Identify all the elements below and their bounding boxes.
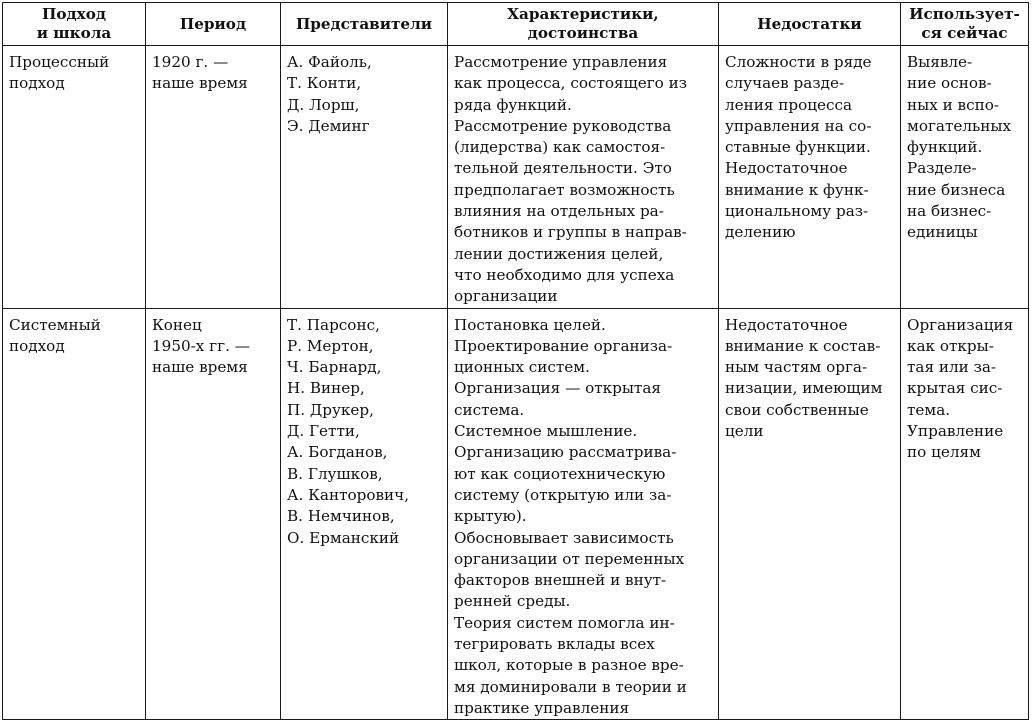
header-representatives-text: Представители	[295, 14, 433, 33]
representative-name: Н. Винер,	[287, 379, 365, 398]
drawbacks-line: управления на со-	[725, 116, 872, 135]
representative-name: В. Немчинов,	[287, 507, 395, 526]
header-row	[3, 3, 1029, 46]
header-characteristics-line-1: Характеристики,	[507, 5, 659, 23]
header-period	[146, 3, 281, 46]
header-used-now	[901, 3, 1029, 46]
table-row-system-approach	[3, 308, 1029, 720]
cell-period	[146, 46, 281, 309]
characteristics-line: факторов внешней и внут-	[454, 571, 667, 590]
representative-name: Т. Парсонс,	[287, 315, 380, 334]
header-period-text: Период	[179, 14, 247, 33]
representative-name: О. Ерманский	[287, 528, 400, 547]
characteristics-line: практике управления	[454, 698, 630, 717]
characteristics-line: как процесса, состоящего из	[454, 74, 688, 93]
used-now-line: по целям	[907, 443, 981, 462]
approach-line: подход	[9, 336, 65, 355]
representative-name: Э. Деминг	[287, 116, 370, 135]
drawbacks-line: ставные функции.	[725, 138, 871, 157]
representative-name: А. Канторович,	[287, 485, 410, 504]
characteristics-line: Рассмотрение управления	[454, 53, 668, 71]
drawbacks-line: свои собственные	[725, 400, 869, 419]
used-now-line: как откры-	[907, 336, 994, 355]
cell-drawbacks	[719, 308, 901, 720]
characteristics-line: тельной деятельности. Это	[454, 159, 672, 178]
header-approach-line-2: и школа	[36, 24, 112, 42]
representative-name: А. Богданов,	[287, 443, 388, 462]
cell-period	[146, 308, 281, 720]
cell-approach	[3, 308, 146, 720]
used-now-line: могательных	[907, 116, 1012, 135]
drawbacks-line: Недостаточное	[725, 159, 848, 178]
approach-line: Процессный	[9, 53, 110, 71]
period-line: наше время	[152, 358, 248, 377]
characteristics-line: мя доминировали в теории и	[454, 677, 687, 696]
cell-used-now	[901, 308, 1029, 720]
cell-drawbacks	[719, 46, 901, 309]
characteristics-line: ционных систем.	[454, 358, 590, 377]
characteristics-line: крытую).	[454, 507, 527, 526]
representative-name: В. Глушков,	[287, 464, 383, 483]
header-characteristics	[448, 3, 719, 46]
drawbacks-line: Недостаточное	[725, 315, 848, 334]
characteristics-line: организации от переменных	[454, 549, 685, 568]
header-drawbacks-text: Недостатки	[757, 14, 862, 33]
characteristics-line: система.	[454, 400, 525, 419]
characteristics-line: предполагает возможность	[454, 180, 675, 199]
representative-name: Д. Лорш,	[287, 95, 360, 114]
characteristics-line: тегрировать вклады всех	[454, 635, 655, 654]
representative-name: Т. Конти,	[287, 74, 362, 93]
header-approach	[3, 3, 146, 46]
used-now-line: ние бизнеса	[907, 180, 1006, 199]
characteristics-line: Организацию рассматрива-	[454, 443, 677, 462]
characteristics-line: ют как социотехническую	[454, 464, 666, 483]
used-now-line: тая или за-	[907, 358, 997, 377]
representative-name: П. Друкер,	[287, 400, 374, 419]
drawbacks-line: ления процесса	[725, 95, 853, 114]
cell-used-now	[901, 46, 1029, 309]
drawbacks-line: циональному раз-	[725, 202, 869, 221]
used-now-line: ние основ-	[907, 74, 992, 93]
characteristics-line: школ, которые в разное вре-	[454, 656, 684, 675]
approaches-table	[2, 2, 1029, 720]
used-now-line: Выявле-	[907, 53, 973, 71]
used-now-line: крытая сис-	[907, 379, 1003, 398]
characteristics-line: ряда функций.	[454, 95, 572, 114]
characteristics-line: Обосновывает зависимость	[454, 528, 674, 547]
characteristics-line: Теория систем помогла ин-	[454, 613, 675, 632]
drawbacks-line: Сложности в ряде	[725, 53, 872, 71]
drawbacks-line: делению	[725, 223, 796, 242]
period-line: 1920 г. —	[152, 53, 229, 71]
cell-characteristics	[448, 46, 719, 309]
characteristics-line: влияния на отдельных ра-	[454, 202, 664, 221]
drawbacks-line: цели	[725, 422, 764, 441]
header-characteristics-line-2: достоинства	[527, 24, 639, 42]
period-line: 1950-х гг. —	[152, 336, 250, 355]
used-now-line: на бизнес-	[907, 202, 992, 221]
header-approach-line-1: Подход	[42, 5, 106, 23]
drawbacks-line: случаев разде-	[725, 74, 845, 93]
period-line: наше время	[152, 74, 248, 93]
characteristics-line: Рассмотрение руководства	[454, 116, 672, 135]
cell-characteristics	[448, 308, 719, 720]
characteristics-line: ботников и группы в направ-	[454, 223, 687, 242]
header-used-now-line-1: Использует-	[909, 5, 1020, 23]
cell-representatives	[281, 308, 448, 720]
table-row-process-approach	[3, 46, 1029, 309]
used-now-line: тема.	[907, 400, 951, 419]
representative-name: Ч. Барнард,	[287, 358, 382, 377]
characteristics-line: Постановка целей.	[454, 315, 606, 334]
characteristics-line: (лидерства) как самостоя-	[454, 138, 666, 157]
header-representatives	[281, 3, 448, 46]
used-now-line: Управление	[907, 422, 1004, 441]
characteristics-line: что необходимо для успеха	[454, 265, 675, 284]
used-now-line: Разделе-	[907, 159, 977, 178]
cell-representatives	[281, 46, 448, 309]
characteristics-line: систему (открытую или за-	[454, 485, 672, 504]
cell-approach	[3, 46, 146, 309]
approach-line: Системный	[9, 315, 101, 334]
characteristics-line: Проектирование организа-	[454, 336, 673, 355]
header-used-now-line-2: ся сейчас	[921, 24, 1008, 42]
characteristics-line: организации	[454, 287, 558, 306]
characteristics-line: Системное мышление.	[454, 422, 638, 441]
drawbacks-line: внимание к состав-	[725, 336, 881, 355]
drawbacks-line: низации, имеющим	[725, 379, 883, 398]
period-line: Конец	[152, 315, 202, 334]
representative-name: А. Файоль,	[287, 53, 372, 71]
representative-name: Д. Гетти,	[287, 422, 360, 441]
characteristics-line: ренней среды.	[454, 592, 571, 611]
approach-line: подход	[9, 74, 65, 93]
header-drawbacks	[719, 3, 901, 46]
used-now-line: единицы	[907, 223, 978, 242]
used-now-line: ных и вспо-	[907, 95, 1000, 114]
representative-name: Р. Мертон,	[287, 336, 374, 355]
characteristics-line: лении достижения целей,	[454, 244, 664, 263]
characteristics-line: Организация — открытая	[454, 379, 661, 398]
drawbacks-line: ным частям орга-	[725, 358, 868, 377]
used-now-line: функций.	[907, 138, 983, 157]
used-now-line: Организация	[907, 315, 1014, 334]
drawbacks-line: внимание к функ-	[725, 180, 869, 199]
